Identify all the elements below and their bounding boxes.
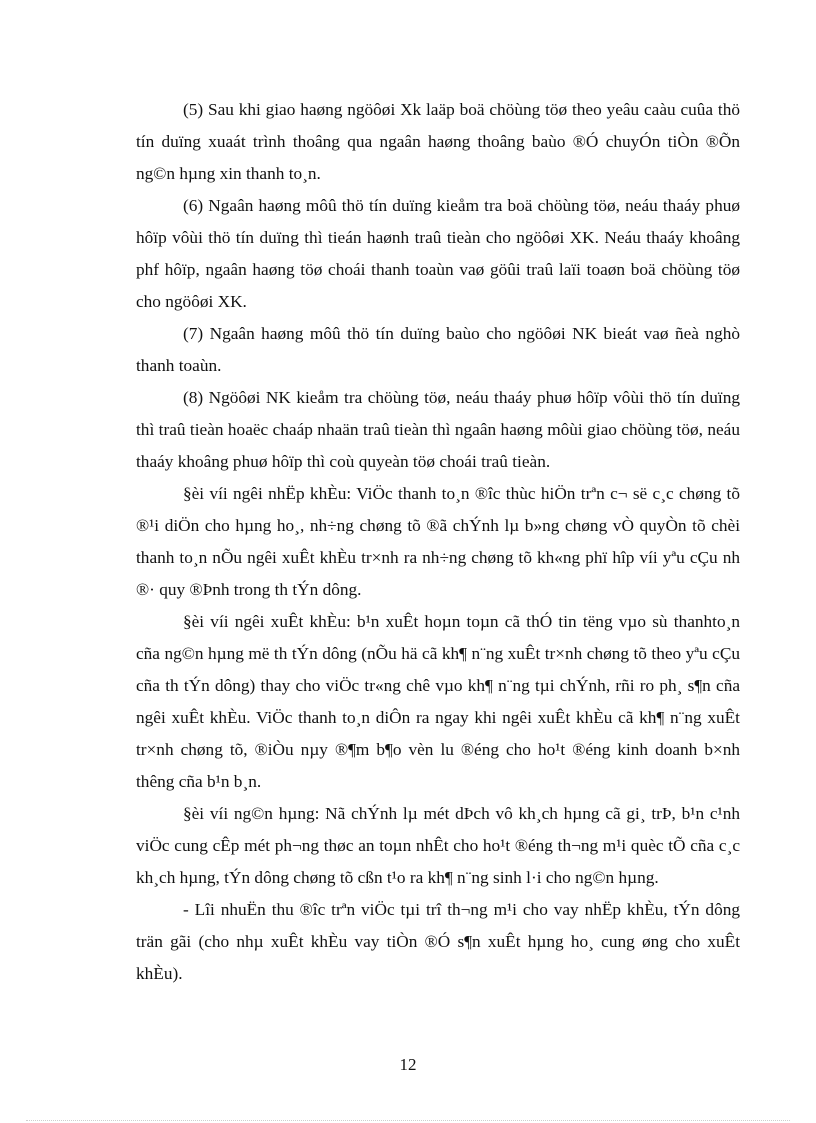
paragraph-8: (8) Ngöôøi NK kieåm tra chöùng töø, neáu thaáy phuø hôïp vôùi thö tín duïng thì traû tieàn hoaëc chaáp nhaän traû tieàn thì ngaân haøng môùi giao chöùng töø, neáu thaáy khoâng phuø hôïp thì coù quyeàn töø choái traû tieàn. bbox=[136, 388, 740, 471]
paragraph-6: (6) Ngaân haøng môû thö tín duïng kieåm tra boä chöùng töø, neáu thaáy phuø hôïp vôùi thö tín duïng thì tieán haønh traû tieàn cho ngöôøi XK. Neáu thaáy khoâng phf hôïp, ngaân haøng töø choái thanh toaùn vaø göûi traû laïi toaøn boä chöùng töø cho ngöôøi XK. bbox=[136, 196, 740, 311]
paragraph-profit: - Lîi nhuËn thu ®îc trªn viÖc tµi trî th¬ng m¹i cho vay nhËp khÈu, tÝn dông trän gãi (cho nhµ xuÊt khÈu vay tiÒn ®Ó s¶n xuÊt hµng ho¸ cung øng cho xuÊt khÈu). bbox=[136, 900, 740, 983]
paragraph-exporter-benefit: §èi víi ngêi xuÊt khÈu: b¹n xuÊt hoµn toµn cã thÓ tin tëng vµo sù thanhto¸n cña ng©n hµng më th tÝn dông (nÕu hä cã kh¶ n¨ng xuÊt tr×nh chøng tõ theo yªu cÇu cña th tÝn dông) thay cho viÖc tr«ng chê vµo kh¶ n¨ng tµi chÝnh, rñi ro ph¸ s¶n cña ngêi xuÊt khÈu. ViÖc thanh to¸n diÔn ra ngay khi ngêi xuÊt khÈu cã kh¶ n¨ng xuÊt tr×nh chøng tõ, ®iÒu nµy ®¶m b¶o vèn lu ®éng cho ho¹t ®éng kinh doanh b×nh thêng cña b¹n b¸n. bbox=[136, 612, 740, 791]
paragraph-5: (5) Sau khi giao haøng ngöôøi Xk laäp boä chöùng töø theo yeâu caàu cuûa thö tín duïng xuaát trình thoâng qua ngaân haøng thoâng baùo ®Ó chuyÓn tiÒn ®Õn ng©n hµng xin thanh to¸n. bbox=[136, 100, 740, 183]
document-body bbox=[136, 94, 740, 990]
page-bottom-rule bbox=[26, 1120, 790, 1121]
paragraph-importer-benefit: §èi víi ngêi nhËp khÈu: ViÖc thanh to¸n ®îc thùc hiÖn trªn c¬ së c¸c chøng tõ ®¹i diÖn cho hµng ho¸, nh÷ng chøng tõ ®ã chÝnh lµ b»ng chøng vÒ quyÒn tõ chèi thanh to¸n nÕu ngêi xuÊt khÈu tr×nh ra nh÷ng chøng tõ kh«ng phï hîp víi yªu cÇu nh ®· quy ®Þnh trong th tÝn dông. bbox=[136, 484, 740, 599]
paragraph-7: (7) Ngaân haøng môû thö tín duïng baùo cho ngöôøi NK bieát vaø ñeà nghò thanh toaùn. bbox=[136, 324, 740, 375]
page-number: 12 bbox=[399, 1055, 417, 1074]
paragraph-bank-benefit: §èi víi ng©n hµng: Nã chÝnh lµ mét dÞch vô kh¸ch hµng cã gi¸ trÞ, b¹n c¹nh viÖc cung cÊp mét ph¬ng thøc an toµn nhÊt cho ho¹t ®éng th¬ng m¹i quèc tÕ cña c¸c kh¸ch hµng, tÝn dông chøng tõ cßn t¹o ra kh¶ n¨ng sinh l·i cho ng©n hµng. bbox=[136, 804, 740, 887]
